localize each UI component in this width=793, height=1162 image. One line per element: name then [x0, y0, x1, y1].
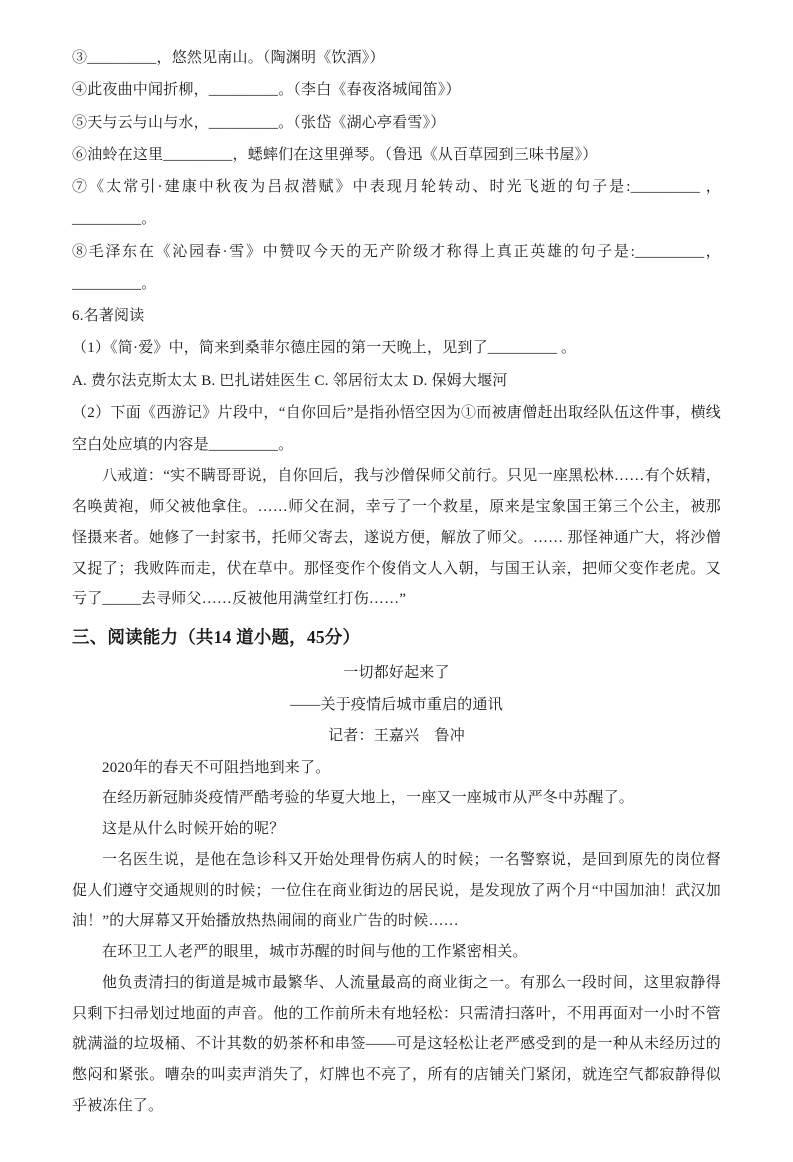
article-subtitle: ——关于疫情后城市重启的通讯 [290, 696, 503, 713]
article-paragraph-3: 这是从什么时候开始的呢？ [102, 821, 285, 837]
recitation-item-7: ⑦《太常引·建康中秋夜为吕叔潜赋》中表现月轮转动、时光飞逝的句子是:_________ ，_________。 [72, 179, 721, 228]
article-paragraph-4: 一名医生说，是他在急诊科又开始处理骨伤病人的时候；一名警察说，是回到原先的岗位督促人们遵守交通规则的时候；一位住在商业街边的居民说，是发现放了两个月“中国加油！武汉加油！”的大屏幕又开始播放热热闹闹的商业广告的时候…… [72, 851, 721, 930]
recitation-item-8: ⑧毛泽东在《沁园春·雪》中赞叹今天的无产阶级才称得上真正英雄的句子是:_________， _________。 [72, 243, 721, 292]
question-6-part1-options: A. 费尔法克斯太太 B. 巴扎诺娃医生 C. 邻居衍太太 D. 保姆大堰河 [72, 372, 508, 389]
recitation-item-5: ⑤天与云与山与水，_________。（张岱《湖心亭看雪》） [72, 114, 446, 131]
section-3-heading: 三、阅读能力（共14 道小题，45分） [72, 627, 361, 647]
recitation-item-3: ③_________，悠然见南山。（陶渊明《饮酒》） [72, 50, 385, 66]
article-byline: 记者：王嘉兴 鲁冲 [328, 728, 465, 744]
question-6-part1: （1）《简·爱》中，简来到桑菲尔德庄园的第一天晚上，见到了_________ 。 [72, 340, 577, 357]
article-title: 一切都好起来了 [343, 665, 450, 681]
recitation-item-6: ⑥油蛉在这里_________，蟋蟀们在这里弹琴。（鲁迅《从百草园到三味书屋》） [72, 146, 598, 163]
article-paragraph-5: 在环卫工人老严的眼里，城市苏醒的时间与他的工作紧密相关。 [102, 944, 528, 960]
journey-to-the-west-passage: 八戒道：“实不瞒哥哥说，自你回后，我与沙僧保师父前行。只见一座黑松林……有个妖精，名唤黄袍，师父被他拿住。……师父在洞，幸亏了一个救星，原来是宝象国王第三个公主，被那怪摄来者。她修了一封家书，托师父寄去，遂说方便，解放了师父。…… 那怪神通广大，将沙僧又捉了；我败阵而走，伏在草中。那怪变作个俊俏文人入朝，与国王认亲，把师父变作老虎。又亏了_____去寻师父……反被他用满堂红打伤……” [72, 468, 721, 608]
article-paragraph-6: 他负责清扫的街道是城市最繁华、人流量最高的商业街之一。有那么一段时间，这里寂静得只剩下扫帚划过地面的声音。他的工作前所未有地轻松：只需清扫落叶，不用再面对一小时不管就满溢的垃圾桶、不计其数的奶茶杯和串签——可是这轻松让老严感受到的是一种从未经历过的憋闷和紧张。嘈杂的叫卖声消失了，灯牌也不亮了，所有的店铺关门紧闭，就连空气都寂静得似乎被冻住了。 [72, 974, 721, 1114]
recitation-item-4: ④此夜曲中闻折柳，_________。（李白《春夜洛城闻笛》） [72, 82, 461, 99]
article-paragraph-2: 在经历新冠肺炎疫情严酷考验的华夏大地上，一座又一座城市从严冬中苏醒了。 [102, 790, 635, 807]
question-6-heading: 6.名著阅读 [72, 308, 145, 324]
article-paragraph-1: 2020年的春天不可阻挡地到来了。 [102, 759, 331, 776]
question-6-part2: （2）下面《西游记》片段中，“自你回后”是指孙悟空因为①而被唐僧赶出取经队伍这件事，横线空白处应填的内容是_________。 [72, 404, 721, 453]
